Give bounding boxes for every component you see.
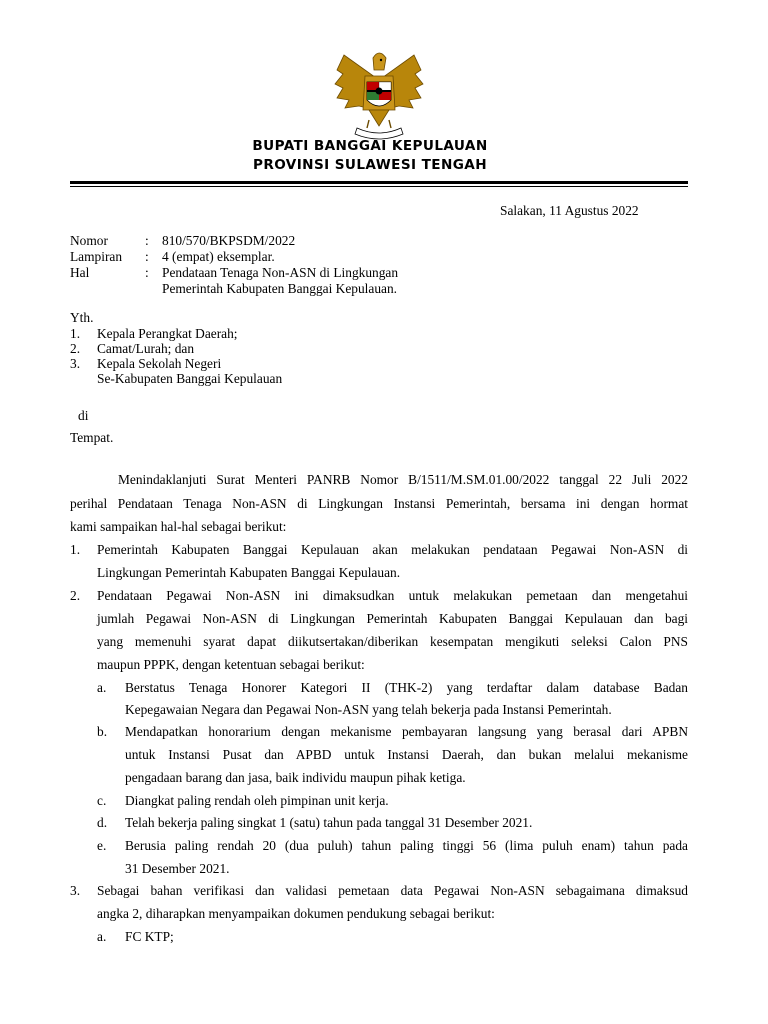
sub-b-num: b. [97, 724, 108, 739]
sub-d-line-1: Telah bekerja paling singkat 1 (satu) tahun pada tanggal 31 Desember 2021. [125, 815, 533, 830]
hal-value-line1: Pendataan Tenaga Non-ASN di Lingkungan [162, 265, 399, 280]
point-3a-num: a. [97, 929, 107, 944]
sub-a-num: a. [97, 680, 107, 695]
letterhead-title-1: BUPATI BANGGAI KEPULAUAN [252, 138, 488, 154]
hal-label: Hal [70, 265, 90, 280]
point-1-line-2: Lingkungan Pemerintah Kabupaten Banggai Kepulauan. [97, 565, 401, 580]
recipient-1: Kepala Perangkat Daerah; [97, 326, 238, 341]
point-1-line-1: Pemerintah Kabupaten Banggai Kepulauan akan melakukan pendataan Pegawai Non-ASN di [97, 542, 688, 557]
sub-a-line-1: Berstatus Tenaga Honorer Kategori II (THK-2) yang terdaftar dalam database Badan [125, 680, 688, 695]
sub-b-line-1: Mendapatkan honorarium dengan mekanisme pembayaran langsung yang berasal dari APBN [125, 724, 688, 739]
lampiran-label: Lampiran [70, 249, 123, 264]
recipient-1-num: 1. [70, 326, 81, 341]
sub-e-line-2: 31 Desember 2021. [125, 861, 230, 876]
sub-b-line-2: untuk Instansi Pusat dan APBD untuk Instansi Daerah, dan bukan melalui mekanisme [125, 747, 688, 762]
sub-c-line-1: Diangkat paling rendah oleh pimpinan unit kerja. [125, 793, 389, 808]
header-divider-thick [70, 181, 688, 184]
point-2-line-2: jumlah Pegawai Non-ASN di Lingkungan Pemerintah Kabupaten Banggai Kepulauan dan bagi [97, 611, 688, 626]
point-3-line-2: angka 2, diharapkan menyampaikan dokumen pendukung sebagai berikut: [97, 906, 495, 921]
sub-a-line-2: Kepegawaian Negara dan Pegawai Non-ASN yang telah bekerja pada Instansi Pemerintah. [125, 702, 612, 717]
di-label: di [78, 408, 89, 423]
sub-e-line-1: Berusia paling rendah 20 (dua puluh) tahun paling tinggi 56 (lima puluh enam) tahun pada [125, 838, 688, 853]
point-1-num: 1. [70, 542, 81, 557]
nomor-colon: : [145, 233, 149, 248]
point-2-line-3: yang memenuhi syarat dapat diikutsertakan/diberikan kesempatan mengikuti seleksi Calon PNS [97, 634, 688, 649]
recipient-3: Kepala Sekolah Negeri [97, 356, 222, 371]
intro-line-1: Menindaklanjuti Surat Menteri PANRB Nomor B/1511/M.SM.01.00/2022 tanggal 22 Juli 2022 [118, 472, 688, 487]
yth-label: Yth. [70, 310, 94, 325]
hal-value-line2: Pemerintah Kabupaten Banggai Kepulauan. [162, 281, 398, 296]
lampiran-value: 4 (empat) eksemplar. [162, 249, 275, 264]
tempat-label: Tempat. [70, 430, 114, 445]
point-2-num: 2. [70, 588, 81, 603]
point-2-line-4: maupun PPPK, dengan ketentuan sebagai berikut: [97, 657, 365, 672]
sub-c-num: c. [97, 793, 107, 808]
sub-e-num: e. [97, 838, 107, 853]
point-3a-line-1: FC KTP; [125, 929, 174, 944]
hal-colon: : [145, 265, 149, 280]
recipient-2: Camat/Lurah; dan [97, 341, 195, 356]
recipient-2-num: 2. [70, 341, 81, 356]
point-3-line-1: Sebagai bahan verifikasi dan validasi pemetaan data Pegawai Non-ASN sebagaimana dimaksud [97, 883, 688, 898]
nomor-label: Nomor [70, 233, 108, 248]
lampiran-colon: : [145, 249, 149, 264]
recipient-3-num: 3. [70, 356, 81, 371]
intro-line-3: kami sampaikan hal-hal sebagai berikut: [70, 519, 287, 534]
nomor-value: 810/570/BKPSDM/2022 [162, 233, 296, 248]
point-3-num: 3. [70, 883, 81, 898]
header-divider-thin [70, 186, 688, 187]
recipient-3-cont: Se-Kabupaten Banggai Kepulauan [97, 371, 283, 386]
sub-d-num: d. [97, 815, 108, 830]
letter-date: Salakan, 11 Agustus 2022 [500, 203, 639, 218]
garuda-emblem-icon [329, 50, 429, 142]
sub-b-line-3: pengadaan barang dan jasa, baik individu maupun pihak ketiga. [125, 770, 466, 785]
point-2-line-1: Pendataan Pegawai Non-ASN ini dimaksudkan untuk melakukan pemetaan dan mengetahui [97, 588, 688, 603]
letterhead-title-2: PROVINSI SULAWESI TENGAH [252, 157, 487, 173]
intro-line-2: perihal Pendataan Tenaga Non-ASN di Lingkungan Instansi Pemerintah, bersama ini dengan hormat [70, 496, 688, 511]
